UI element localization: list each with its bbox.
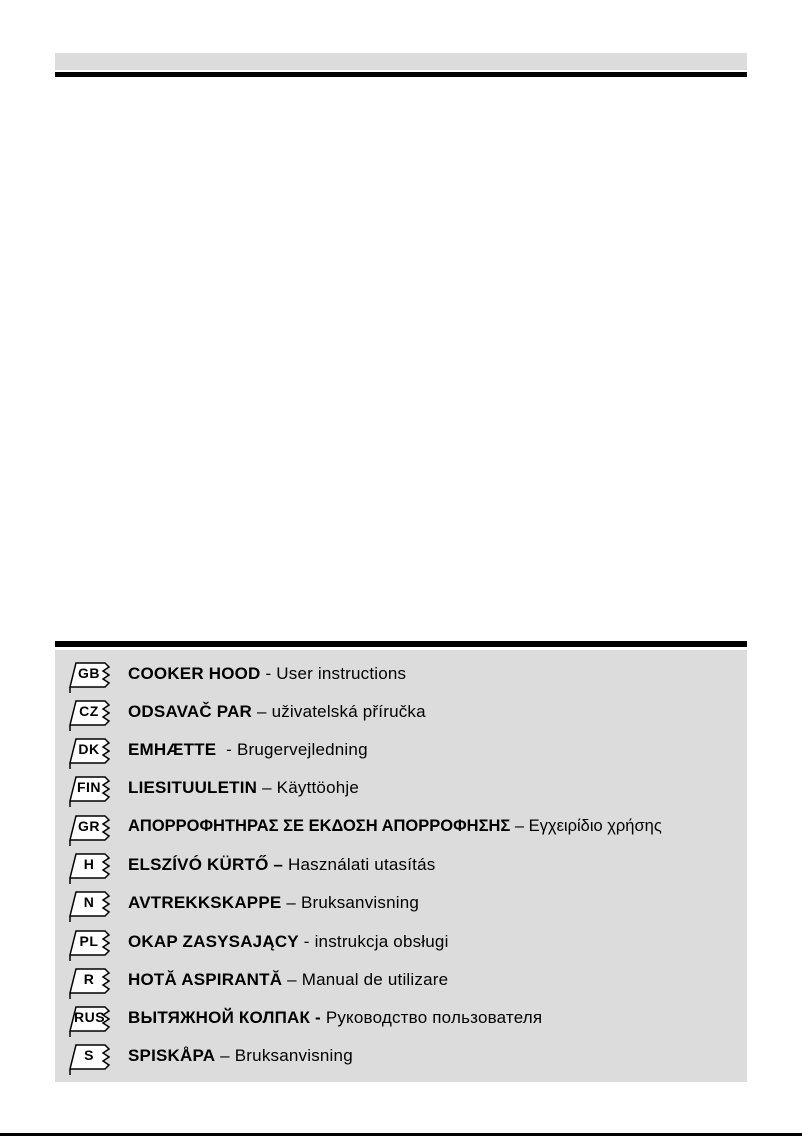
language-separator: – [281, 893, 301, 912]
language-subtitle: uživatelská příručka [271, 702, 426, 721]
language-item-dk [55, 734, 747, 772]
language-code: R [83, 971, 95, 987]
header-bar [55, 53, 747, 70]
language-item-h [55, 849, 747, 887]
language-subtitle: instrukcja obsługi [314, 932, 449, 951]
language-title: ELSZÍVÓ KÜRTŐ [128, 855, 269, 874]
language-code: GR [78, 818, 100, 834]
language-tab-icon [68, 700, 112, 732]
language-item-rus [55, 1002, 747, 1040]
language-tab-icon [68, 891, 112, 923]
language-subtitle: Bruksanvisning [234, 1046, 353, 1065]
language-item-gr [55, 811, 747, 849]
language-list [55, 650, 747, 1082]
section-rule [55, 641, 747, 647]
language-separator: – [257, 778, 277, 797]
language-tab-icon [68, 738, 112, 770]
language-code: DK [78, 741, 100, 757]
language-title: LIESITUULETIN [128, 778, 258, 797]
language-title: AVTREKKSKAPPE [128, 893, 282, 912]
language-item-gb [55, 658, 747, 696]
language-tab-icon [68, 930, 112, 962]
language-title: COOKER HOOD [128, 664, 261, 683]
language-tab-icon [68, 853, 112, 885]
language-separator: – [215, 1046, 235, 1065]
language-title: EMHÆTTE [128, 740, 217, 759]
language-title: SPISKÅPA [128, 1046, 216, 1065]
language-separator: - [298, 932, 315, 951]
language-item-n [55, 887, 747, 925]
language-title: HOTĂ ASPIRANTĂ [128, 970, 283, 989]
language-title: OKAP ZASYSAJĄCY [128, 932, 299, 951]
language-item-pl [55, 926, 747, 964]
language-tab-icon [68, 968, 112, 1000]
language-separator: - [260, 664, 277, 683]
language-tab-icon [68, 815, 112, 847]
language-code: CZ [79, 703, 99, 719]
language-subtitle: Käyttöohje [276, 778, 360, 797]
language-tab-icon [68, 1006, 112, 1038]
language-subtitle: Brugervejledning [236, 740, 368, 759]
language-code: FIN [76, 779, 102, 795]
language-subtitle: Bruksanvisning [300, 893, 420, 912]
language-item-r [55, 964, 747, 1002]
language-separator: – [252, 702, 272, 721]
language-code: H [83, 856, 95, 872]
language-item-fin [55, 772, 747, 810]
language-separator: – [268, 855, 289, 874]
language-subtitle: Руководство пользователя [325, 1008, 543, 1027]
language-item-s [55, 1040, 747, 1078]
language-separator: – [510, 817, 529, 835]
language-title: ODSAVAČ PAR [128, 702, 253, 721]
header-rule [55, 72, 747, 77]
language-code: PL [79, 933, 99, 949]
language-code: RUS [74, 1009, 106, 1025]
language-title: ВЫТЯЖНОЙ КОЛПАК [128, 1008, 311, 1027]
language-subtitle: Εγχειρίδιο χρήσης [528, 817, 662, 835]
language-code: S [84, 1047, 94, 1063]
language-code: GB [78, 665, 100, 681]
language-tab-icon [68, 662, 112, 694]
language-tab-icon [68, 1044, 112, 1076]
language-subtitle: User instructions [276, 664, 407, 683]
language-separator: - [310, 1008, 326, 1027]
language-separator: - [216, 740, 237, 759]
language-title: ΑΠΟΡΡΟΦΗΤΗΡΑΣ ΣΕ ΕΚΔΟΣΗ ΑΠΟΡΡΟΦΗΣΗΣ [128, 817, 511, 835]
language-subtitle: Használati utasítás [288, 855, 436, 874]
language-subtitle: Manual de utilizare [301, 970, 449, 989]
language-tab-icon [68, 776, 112, 808]
language-item-cz [55, 696, 747, 734]
language-code: N [83, 894, 95, 910]
language-separator: – [282, 970, 302, 989]
